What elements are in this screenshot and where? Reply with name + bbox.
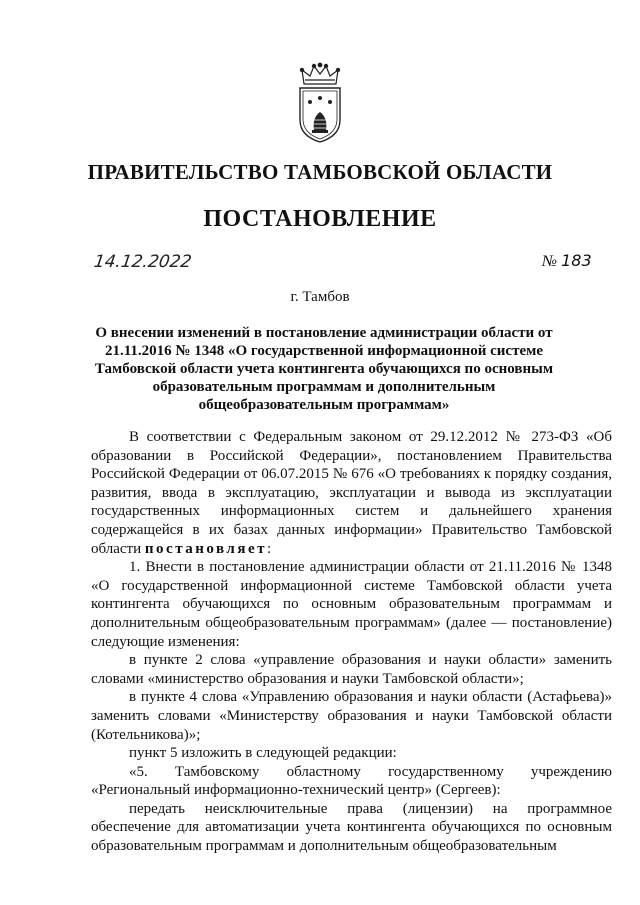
document-subject: О внесении изменений в постановление администрации области от 21.11.2016 № 1348 «О государственной информационной системе Тамбовской области учета контингента обучающихся по основным образовательным программам и дополнительным общеобразовательным программам» [94,325,554,413]
paragraph-1: 1. Внести в постановление администрации области от 21.11.2016 № 1348 «О государственной информационной системе Тамбовской области учета контингента обучающихся по основным образовательным программам и дополнительным общеобразовательным программам» (далее — постановление) следующие изменения: [91,559,612,650]
paragraph-5: «5. Тамбовскому областному государственному учреждению «Региональный информационно-технический центр» (Сергеев): [91,763,612,799]
tambov-coat-of-arms-icon [292,62,348,146]
paragraph-4: пункт 5 изложить в следующей редакции: [129,745,397,762]
city-line: г. Тамбов [290,289,350,305]
preamble-text: В соответствии с Федеральным законом от 29.12.2012 № 273-ФЗ «Об образовании в Российской Федерации», постановлением Правительства Российской Федерации от 06.07.2015 № 676 «О требованиях к порядку создания, развития, ввода в эксплуатацию, эксплуатации и вывода из эксплуатации государственных информационных систем и дальнейшего хранения содержащейся в их базах данных информации» Правительство Тамбовской области [91,429,612,557]
paragraph-6: передать неисключительные права (лицензии) на программное обеспечение для автоматизации учета контингента обучающихся по основным образовательным программам и дополнительным общеобразовательным [91,800,612,855]
number-sign: № [542,253,558,270]
government-title: ПРАВИТЕЛЬСТВО ТАМБОВСКОЙ ОБЛАСТИ [87,160,553,184]
document-body [91,428,612,856]
document-type-title: ПОСТАНОВЛЕНИЕ [203,206,437,232]
number-value: 183 [561,251,592,270]
resolves-colon: : [267,540,272,557]
paragraph-3: в пункте 4 слова «Управлению образования и науки области (Астафьева)» заменить словами «Министерству образования и науки Тамбовской области (Котельникова)»; [91,689,612,743]
document-date: 14.12.2022 [92,252,193,272]
document-number [542,251,592,271]
resolves-word: постановляет [144,540,267,557]
preamble-paragraph [91,428,612,558]
paragraph-2: в пункте 2 слова «управление образования и науки области» заменить словами «министерство образования и науки Тамбовской области»; [91,652,612,687]
